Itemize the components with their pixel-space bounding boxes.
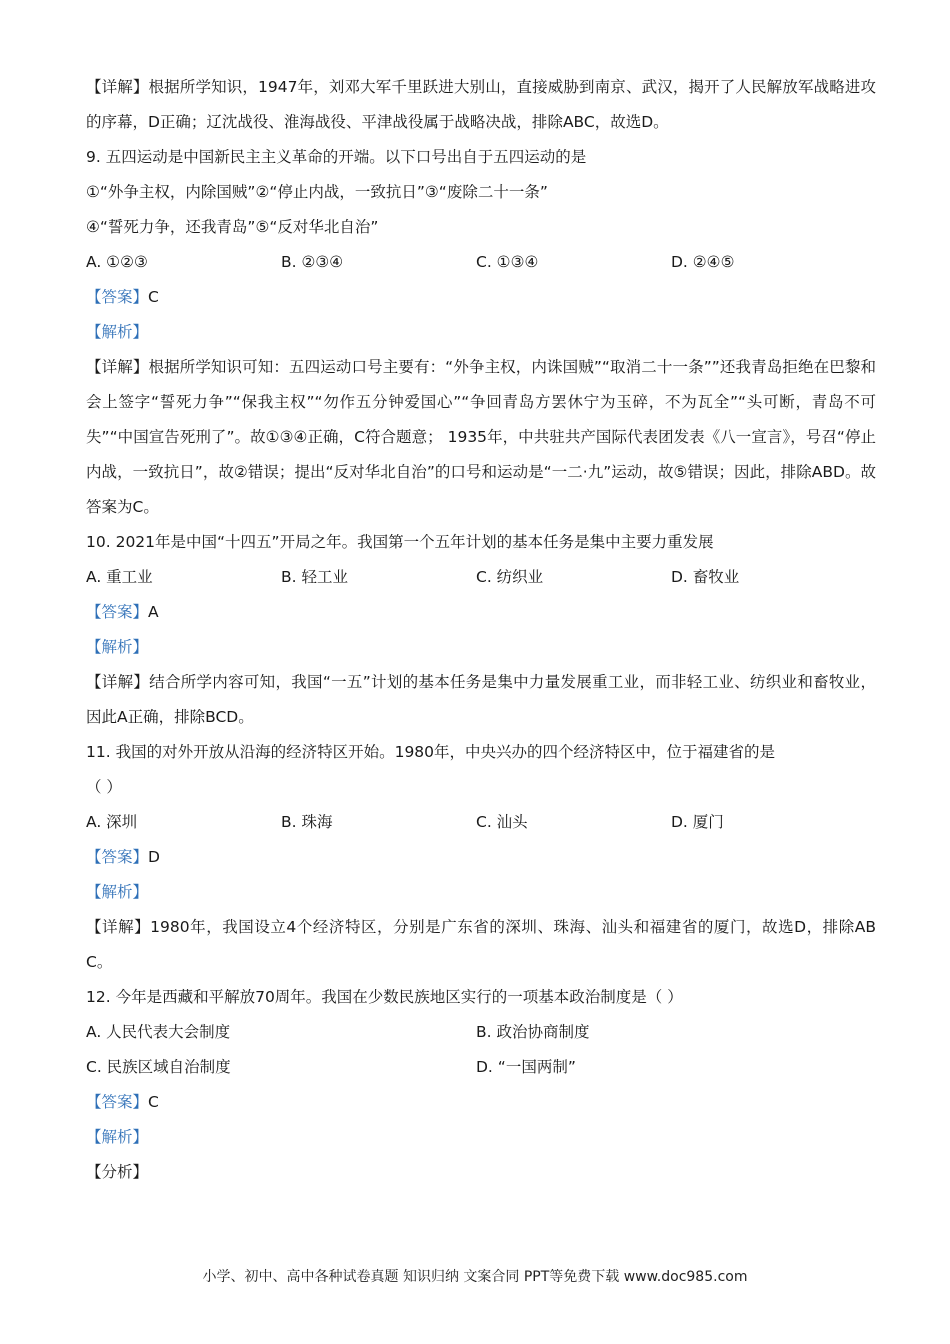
q12-options-row-1 — [86, 1015, 876, 1050]
q9-options — [86, 245, 876, 280]
answer-value: A — [148, 603, 159, 621]
q12-options-row-2 — [86, 1050, 876, 1085]
detail-text: 根据所学知识可知：五四运动口号主要有：“外争主权，内诛国贼”“取消二十一条””还我青岛拒绝在巴黎和会上签字“誓死力争”“保我主权”“勿作五分钟爱国心”“争回青岛方罢休宁为玉碎，不为瓦全”“头可断，青岛不可失”“中国宣告死刑了”。故①③④正确，C符合题意； 1935年，中共驻共产国际代表团发表《八一宣言》，号召“停止内战，一致抗日”，故②错误；提出“反对华北自治”的口号和运动是“一二·九”运动，故⑤错误；因此，排除ABD。故答案为C。 — [86, 358, 876, 516]
q9-answer — [86, 280, 876, 315]
option-c: C. 民族区域自治制度 — [86, 1058, 231, 1076]
q10-stem: 10. 2021年是中国“十四五”开局之年。我国第一个五年计划的基本任务是集中主要力重发展 — [86, 533, 714, 551]
q11-answer — [86, 840, 876, 875]
option-d: D. “一国两制” — [476, 1058, 576, 1076]
q9-detail — [86, 350, 876, 525]
detail-tag: 【详解】 — [86, 358, 149, 376]
option-b: B. 轻工业 — [281, 568, 348, 586]
option-b: B. ②③④ — [281, 253, 344, 271]
q11-stem: 11. 我国的对外开放从沿海的经济特区开始。1980年，中央兴办的四个经济特区中，位于福建省的是 — [86, 743, 776, 761]
option-a: A. 重工业 — [86, 568, 153, 586]
option-b: B. 政治协商制度 — [476, 1023, 590, 1041]
detail-tag: 【详解】 — [86, 78, 149, 96]
q9-choices-line-1: ①“外争主权，内除国贼”②“停止内战，一致抗日”③“废除二十一条” — [86, 183, 548, 201]
q9-stem: 9. 五四运动是中国新民主主义革命的开端。以下口号出自于五四运动的是 — [86, 148, 587, 166]
detail-text: 1980年，我国设立4个经济特区，分别是广东省的深圳、珠海、汕头和福建省的厦门，故选D，排除ABC。 — [86, 918, 876, 971]
answer-tag: 【答案】 — [86, 288, 149, 306]
q11-blank: （ ） — [86, 778, 122, 796]
answer-value: D — [148, 848, 160, 866]
q12-stem: 12. 今年是西藏和平解放70周年。我国在少数民族地区实行的一项基本政治制度是（ ） — [86, 988, 683, 1006]
option-c: C. 纺织业 — [476, 568, 544, 586]
answer-tag: 【答案】 — [86, 848, 149, 866]
answer-value: C — [148, 1093, 159, 1111]
option-a: A. 人民代表大会制度 — [86, 1023, 231, 1041]
detail-text: 结合所学内容可知，我国“一五”计划的基本任务是集中力量发展重工业，而非轻工业、纺织业和畜牧业，因此A正确，排除BCD。 — [86, 673, 876, 726]
option-c: C. 汕头 — [476, 813, 528, 831]
document-body — [86, 70, 876, 1190]
q11-detail — [86, 910, 876, 980]
answer-value: C — [148, 288, 159, 306]
page-footer: 小学、初中、高中各种试卷真题 知识归纳 文案合同 PPT等免费下载 www.doc985.com — [202, 1269, 748, 1285]
option-d: D. 畜牧业 — [671, 568, 740, 586]
option-d: D. 厦门 — [671, 813, 724, 831]
q9-analysis-tag: 【解析】 — [86, 323, 149, 341]
detail-tag: 【详解】 — [86, 673, 150, 691]
answer-tag: 【答案】 — [86, 603, 149, 621]
q12-fenxi-tag: 【分析】 — [86, 1163, 149, 1181]
option-b: B. 珠海 — [281, 813, 333, 831]
q12-answer — [86, 1085, 876, 1120]
detail-text: 根据所学知识，1947年，刘邓大军千里跃进大别山，直接威胁到南京、武汉，揭开了人民解放军战略进攻的序幕，D正确；辽沈战役、淮海战役、平津战役属于战略决战，排除ABC，故选D。 — [86, 78, 876, 131]
q10-analysis-tag: 【解析】 — [86, 638, 149, 656]
option-a: A. ①②③ — [86, 253, 148, 271]
option-d: D. ②④⑤ — [671, 253, 735, 271]
detail-tag: 【详解】 — [86, 918, 151, 936]
q10-detail — [86, 665, 876, 735]
option-a: A. 深圳 — [86, 813, 138, 831]
answer-tag: 【答案】 — [86, 1093, 149, 1111]
q8-detail — [86, 70, 876, 140]
q9-choices-line-2: ④“誓死力争，还我青岛”⑤“反对华北自治” — [86, 218, 379, 236]
q10-answer — [86, 595, 876, 630]
q12-analysis-tag: 【解析】 — [86, 1128, 149, 1146]
q11-options — [86, 805, 876, 840]
q11-analysis-tag: 【解析】 — [86, 883, 149, 901]
option-c: C. ①③④ — [476, 253, 539, 271]
q10-options — [86, 560, 876, 595]
